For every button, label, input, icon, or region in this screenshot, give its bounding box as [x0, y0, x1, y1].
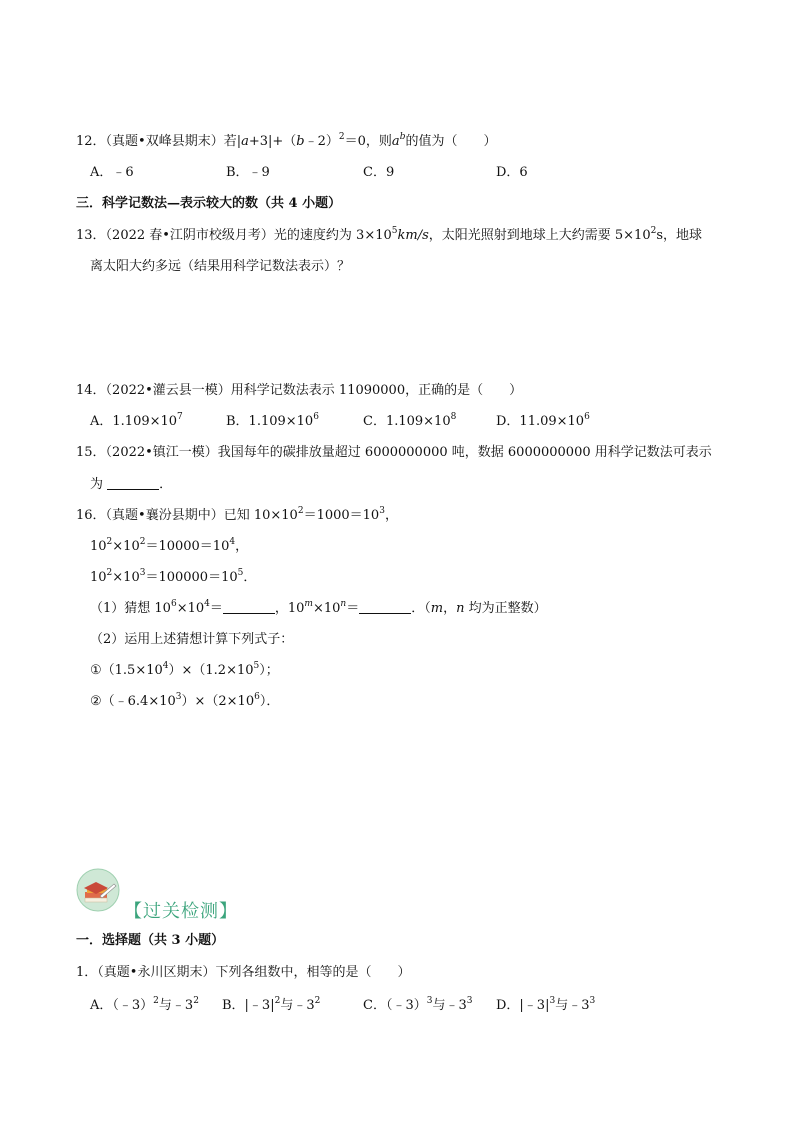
q12-text: 12．（真题•双峰县期末）若|	[76, 134, 242, 149]
q1-option-text: D．|﹣3|	[496, 998, 550, 1013]
q16-text: ）；	[259, 663, 279, 678]
answer-blank[interactable]	[223, 601, 275, 614]
question-16-line-3	[90, 569, 256, 587]
q16-text: 10	[90, 539, 107, 554]
q16-text: ）×（2×10	[181, 694, 255, 709]
q1-option-exp: 2	[314, 996, 321, 1006]
q1-option-exp: 2	[193, 996, 199, 1006]
q1-option-exp: 2	[274, 996, 281, 1006]
q16-exp: 3	[139, 568, 146, 578]
q15-text: 为	[90, 477, 108, 492]
q12-option-b: B．﹣9	[226, 165, 270, 180]
q16-text: 均为正整数）	[464, 601, 547, 616]
q16-exp: 6	[170, 599, 177, 609]
q12-text: 的值为（ ）	[405, 134, 497, 149]
q16-var-n: n	[456, 601, 465, 616]
question-16-item-1	[90, 662, 279, 680]
q1-option-exp: 3	[426, 996, 433, 1006]
q1-option-text: A．（﹣3）	[90, 998, 154, 1013]
q16-exp: 3	[175, 692, 182, 702]
section-3-title: 三．科学记数法—表示较大的数（共 4 小题）	[76, 196, 342, 211]
q1-option-exp: 2	[153, 996, 159, 1006]
q13-unit: km/s	[397, 228, 429, 243]
q16-text: ．（	[411, 601, 431, 616]
question-13-line-2: 离太阳大约多远（结果用科学记数法表示）？	[90, 259, 351, 274]
q16-text: ①（1.5×10	[90, 663, 163, 678]
q12-exp: 2	[338, 132, 345, 142]
q1-option-exp: 3	[549, 996, 556, 1006]
q16-text: ）．	[259, 694, 280, 709]
q16-text: ，10	[274, 601, 305, 616]
q14-option-c	[363, 413, 456, 431]
q1-option-b	[222, 997, 320, 1015]
q12-option-a: A．﹣6	[90, 165, 134, 180]
answer-blank[interactable]	[107, 477, 159, 490]
q14-option-a	[90, 413, 183, 431]
q16-text: ＝100000＝10	[145, 570, 238, 585]
q14-option-exp: 7	[177, 412, 183, 422]
q12-var-b: b	[296, 134, 305, 149]
q16-exp: 2	[139, 537, 146, 547]
q1-option-exp: 3	[589, 996, 596, 1006]
q16-text: ＝	[346, 601, 360, 616]
q14-option-exp: 6	[313, 412, 319, 422]
q16-text: ）×（1.2×10	[168, 663, 254, 678]
q1-option-c	[363, 997, 472, 1015]
q16-text: ②（﹣6.4×10	[90, 694, 176, 709]
q1-option-text: 与﹣3	[158, 998, 194, 1013]
q16-exp: 6	[254, 692, 260, 702]
question-12-stem	[76, 133, 496, 151]
q16-text: ，	[235, 539, 249, 554]
q16-text: ×10	[112, 570, 140, 585]
q1-option-text: C．（﹣3）	[363, 998, 427, 1013]
q16-text: （1）猜想 10	[90, 601, 171, 616]
q1-option-text: 与﹣3	[280, 998, 315, 1013]
q14-option-text: C．1.109×10	[363, 414, 451, 429]
question-15-line-2	[90, 476, 172, 494]
q16-exp: 4	[162, 661, 169, 671]
q1-option-a	[90, 997, 199, 1015]
q12-text: ﹣2）	[304, 134, 339, 149]
q16-text: ×10	[112, 539, 140, 554]
q12-option-d: D．6	[496, 165, 528, 180]
q16-text: ，	[384, 508, 398, 523]
q14-option-text: D．11.09×10	[496, 414, 585, 429]
q12-option-c: C．9	[363, 165, 395, 180]
q13-exp: 5	[391, 226, 398, 236]
book-badge-icon	[76, 868, 120, 912]
q16-text: 10	[90, 570, 107, 585]
q13-text: ，太阳光照射到地球上大约需要 5×10	[428, 228, 651, 243]
q16-exp: 4	[229, 537, 236, 547]
question-1-stem: 1．（真题•永川区期末）下列各组数中，相等的是（ ）	[76, 965, 411, 980]
q15-text: ．	[159, 477, 173, 492]
q16-text: ×10	[312, 601, 341, 616]
q16-var-m: m	[430, 601, 444, 616]
q16-exp: 2	[106, 568, 113, 578]
q16-text: ＝1000＝10	[303, 508, 380, 523]
q16-text: ．	[243, 570, 257, 585]
q16-exp: 4	[204, 599, 210, 609]
question-13-line-1	[76, 227, 702, 245]
q14-option-exp: 6	[584, 412, 590, 422]
q12-text: ＝0，则	[344, 134, 392, 149]
question-16-item-2	[90, 693, 279, 711]
q12-var-a: a	[241, 134, 249, 149]
section-header-title: 【过关检测】	[124, 901, 238, 922]
question-15-line-1: 15．（2022•镇江一模）我国每年的碳排放量超过 6000000000 吨，数据 6000000000 用科学记数法可表示	[76, 445, 712, 460]
q1-option-exp: 3	[466, 996, 473, 1006]
question-14-stem: 14．（2022•灌云县一模）用科学记数法表示 11090000，正确的是（ ）	[76, 383, 523, 398]
q16-exp: 3	[379, 506, 385, 516]
q14-option-d	[496, 413, 590, 431]
q1-option-text: 与﹣3	[432, 998, 467, 1013]
q12-var-a: a	[391, 134, 400, 149]
q16-exp: 2	[106, 537, 113, 547]
q16-exp-m: m	[304, 599, 313, 609]
q16-exp: 5	[253, 661, 260, 671]
answer-blank[interactable]	[359, 601, 411, 614]
q12-exp-b: b	[399, 132, 406, 142]
question-16-line-1	[76, 507, 398, 525]
q12-text: +3|+（	[248, 134, 297, 149]
part-1-title: 一．选择题（共 3 小题）	[76, 933, 225, 948]
question-16-sub-1	[90, 600, 547, 618]
q14-option-exp: 8	[450, 412, 457, 422]
q16-text: ＝10000＝10	[145, 539, 230, 554]
q13-text: 13．（2022 春•江阴市校级月考）光的速度约为 3×10	[76, 228, 392, 243]
q13-exp: 2	[650, 226, 657, 236]
q16-text: ，	[443, 601, 457, 616]
q16-exp: 2	[297, 506, 304, 516]
question-16-sub-2: （2）运用上述猜想计算下列式子：	[90, 632, 294, 647]
q16-text: 16．（真题•襄汾县期中）已知 10×10	[76, 508, 298, 523]
q16-text: ×10	[176, 601, 205, 616]
q14-option-b	[226, 413, 319, 431]
q1-option-text: 与﹣3	[555, 998, 590, 1013]
q16-exp-n: n	[340, 599, 347, 609]
q14-option-text: A．1.109×10	[90, 414, 178, 429]
q16-text: ＝	[209, 601, 223, 616]
q14-option-text: B．1.109×10	[226, 414, 314, 429]
q1-option-d	[496, 997, 595, 1015]
question-16-line-2	[90, 538, 248, 556]
q13-text: s，地球	[656, 228, 703, 243]
q16-exp: 5	[237, 568, 244, 578]
q1-option-text: B．|﹣3|	[222, 998, 275, 1013]
